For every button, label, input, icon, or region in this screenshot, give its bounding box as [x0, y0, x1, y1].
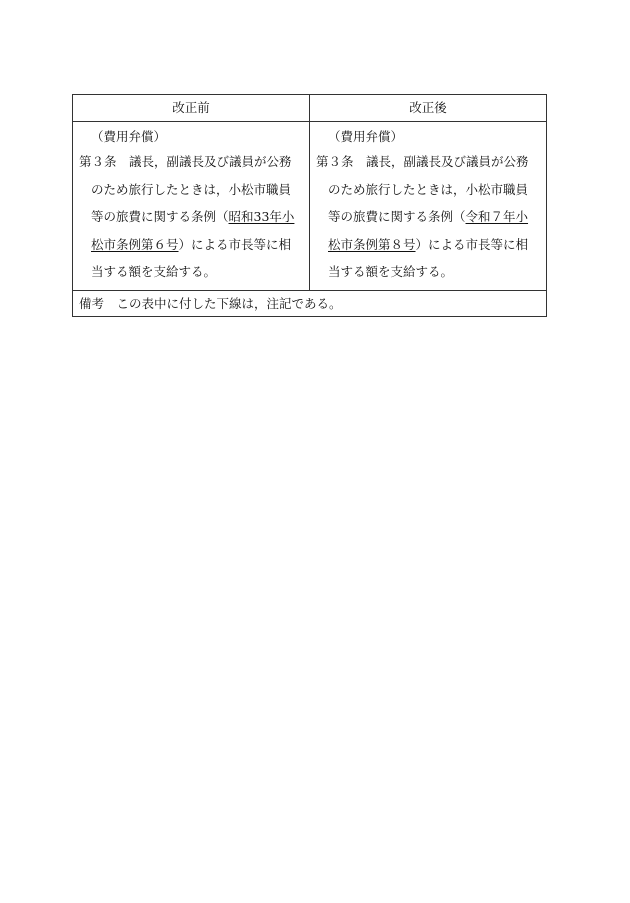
- before-caption: （費用弁償）: [91, 129, 167, 144]
- table-body-row: [73, 122, 547, 291]
- after-caption: （費用弁償）: [328, 129, 404, 144]
- table-note: 備考 この表中に付した下線は，注記である。: [73, 290, 547, 316]
- after-underlined-reference: 令和７年小松市条例第８号: [328, 209, 529, 252]
- after-cell: [310, 122, 547, 291]
- header-after: 改正後: [310, 95, 547, 122]
- before-text-part-1: 第３条 議長，副議長及び議員が公務のため旅行したときは，小松市職員等の旅費に関する条例（: [79, 154, 292, 224]
- after-article-text: [316, 148, 540, 286]
- amendment-comparison-table: [72, 94, 547, 317]
- table-header-row: [73, 95, 547, 122]
- before-underlined-reference: 昭和33年小松市条例第６号: [91, 209, 295, 252]
- header-before: 改正前: [73, 95, 310, 122]
- table-note-row: [73, 290, 547, 316]
- before-cell: [73, 122, 310, 291]
- before-text-part-2: ）による市長等に相当する額を支給する。: [91, 236, 292, 279]
- after-text-part-1: 第３条 議長，副議長及び議員が公務のため旅行したときは，小松市職員等の旅費に関する条例（: [316, 154, 529, 224]
- before-article-text: [79, 148, 303, 286]
- after-text-part-2: ）による市長等に相当する額を支給する。: [328, 236, 529, 279]
